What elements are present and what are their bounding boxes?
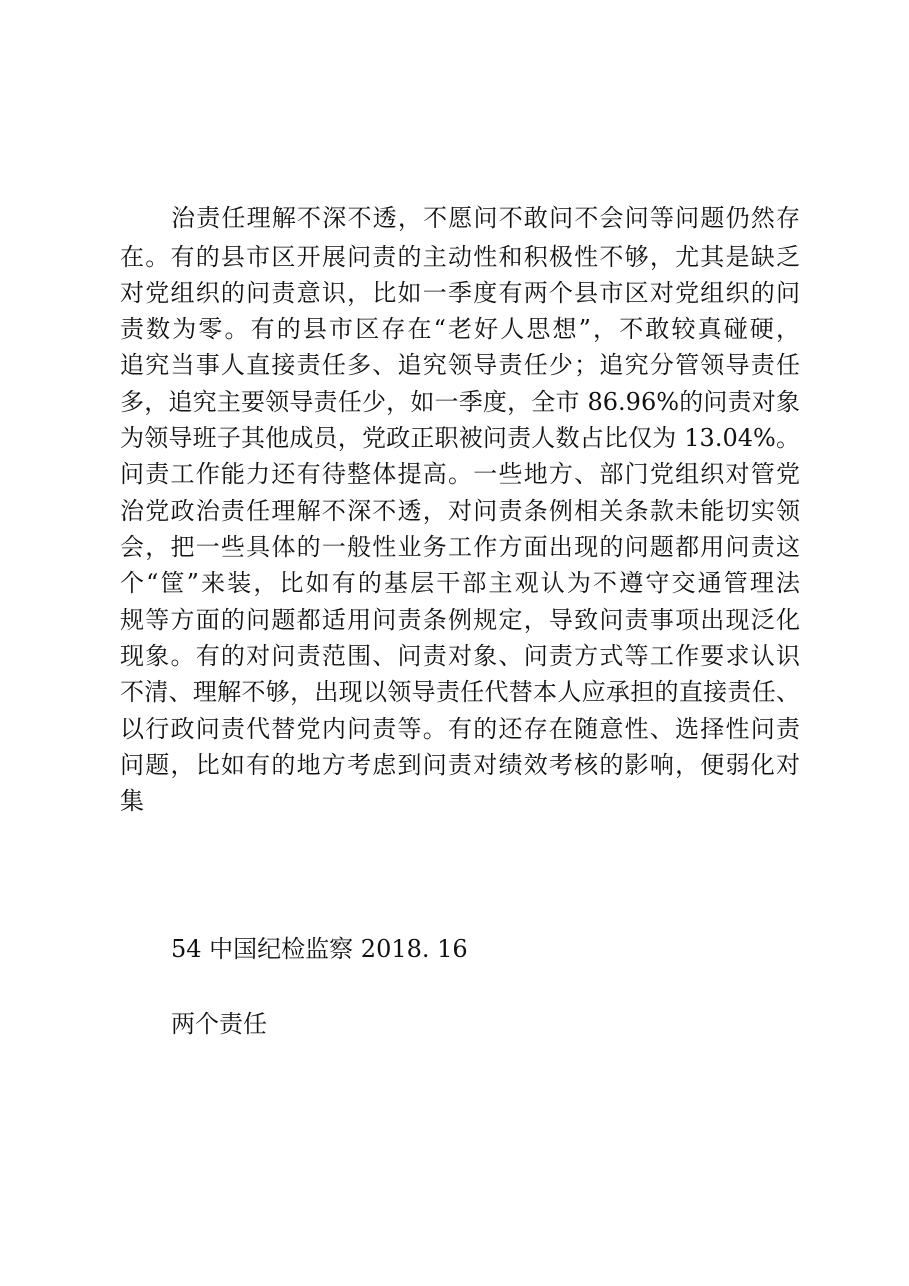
body-line: 责数为零。有的县市区存在“老好人思想”，不敢较真碰硬， <box>120 315 800 343</box>
body-line <box>120 857 800 891</box>
body-line: 集 <box>120 787 144 815</box>
body-line: 个“筐”来装，比如有的基层干部主观认为不遵守交通管理法 <box>120 569 800 597</box>
body-line <box>120 893 800 927</box>
body-line: 对党组织的问责意识，比如一季度有两个县市区对党组织的问 <box>120 279 800 307</box>
body-line: 问责工作能力还有待整体提高。一些地方、部门党组织对管党 <box>120 460 800 488</box>
body-line: 规等方面的问题都适用问责条例规定，导致问责事项出现泛化 <box>120 606 800 634</box>
body-line: 治党政治责任理解不深不透，对问责条例相关条款未能切实领 <box>120 497 800 525</box>
body-line <box>120 820 800 854</box>
body-line: 以行政问责代替党内问责等。有的还存在随意性、选择性问责 <box>120 715 800 743</box>
body-line: 治责任理解不深不透，不愿问不敢问不会问等问题仍然存 <box>171 204 800 232</box>
body-line: 多，追究主要领导责任少，如一季度，全市 86.96%的问责对象 <box>120 388 800 416</box>
body-line: 在。有的县市区开展问责的主动性和积极性不够，尤其是缺乏 <box>120 243 800 271</box>
body-line: 现象。有的对问责范围、问责对象、问责方式等工作要求认识 <box>120 642 800 670</box>
body-line: 会，把一些具体的一般性业务工作方面出现的问题都用问责这 <box>120 533 800 561</box>
body-line: 追究当事人直接责任多、追究领导责任少；追究分管领导责任 <box>120 351 800 379</box>
body-line: 为领导班子其他成员，党政正职被问责人数占比仅为 13.04%。 <box>120 424 800 452</box>
page-source-line: 54 中国纪检监察 2018. 16 <box>171 935 468 963</box>
body-line: 不清、理解不够，出现以领导责任代替本人应承担的直接责任、 <box>120 678 800 706</box>
body-line: 问题，比如有的地方考虑到问责对绩效考核的影响，便弱化对 <box>120 751 800 779</box>
section-label: 两个责任 <box>171 1010 267 1038</box>
